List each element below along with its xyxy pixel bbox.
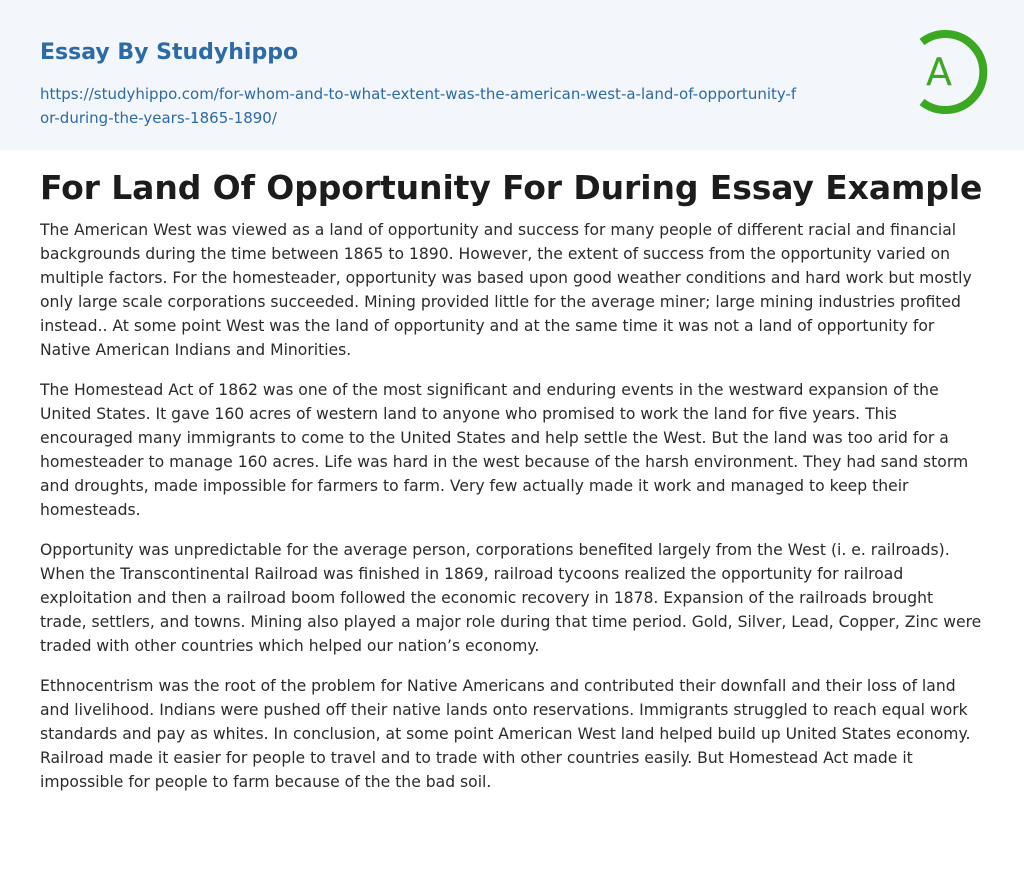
article-paragraph: Ethnocentrism was the root of the problem for Native Americans and contributed their downfall and their loss of land and livelihood. Indians were pushed off their native lands onto reservations. Immigrants struggled to reach equal work standards and pay as whites. In conclusion, at some point American West land helped build up United States economy. Railroad made it easier for people to travel and to trade with other countries easily. But Homestead Act made it impossible for people to farm because of the the bad soil. <box>40 677 971 791</box>
article-paragraph: The American West was viewed as a land of opportunity and success for many people of different racial and financial backgrounds during the time between 1865 to 1890. However, the extent of success from the opportunity varied on multiple factors. For the homesteader, opportunity was based upon good weather conditions and hard work but mostly only large scale corporations succeeded. Mining provided little for the average miner; large mining industries profited instead.. At some point West was the land of opportunity and at the same time it was not a land of opportunity for Native American Indians and Minorities. <box>40 221 972 359</box>
page-title: For Land Of Opportunity For During Essay Example <box>40 168 983 207</box>
article <box>0 168 1024 794</box>
article-paragraph: The Homestead Act of 1862 was one of the most significant and enduring events in the westward expansion of the United States. It gave 160 acres of western land to anyone who promised to work the land for five years. This encouraged many immigrants to come to the United States and help settle the West. But the land was too arid for a homesteader to manage 160 acres. Life was hard in the west because of the harsh environment. They had sand storm and droughts, made impossible for farmers to farm. Very few actually made it work and managed to keep their homesteads. <box>40 381 969 519</box>
logo-letter: A <box>926 50 952 94</box>
logo-icon[interactable] <box>910 28 988 116</box>
site-header <box>0 0 1024 150</box>
article-paragraph: Opportunity was unpredictable for the average person, corporations benefited largely from the West (i. e. railroads). When the Transcontinental Railroad was finished in 1869, railroad tycoons realized the opportunity for railroad exploitation and then a railroad boom followed the economic recovery in 1878. Expansion of the railroads brought trade, settlers, and towns. Mining also played a major role during that time period. Gold, Silver, Lead, Copper, Zinc were traded with other countries which helped our nation’s economy. <box>40 541 982 655</box>
source-url-link[interactable]: https://studyhippo.com/for-whom-and-to-what-extent-was-the-american-west-a-land-of-opportunity-for-during-the-years-1865-1890/ <box>40 85 797 127</box>
logo-icon-graphic <box>910 28 988 116</box>
site-brand[interactable]: Essay By Studyhippo <box>40 40 299 65</box>
